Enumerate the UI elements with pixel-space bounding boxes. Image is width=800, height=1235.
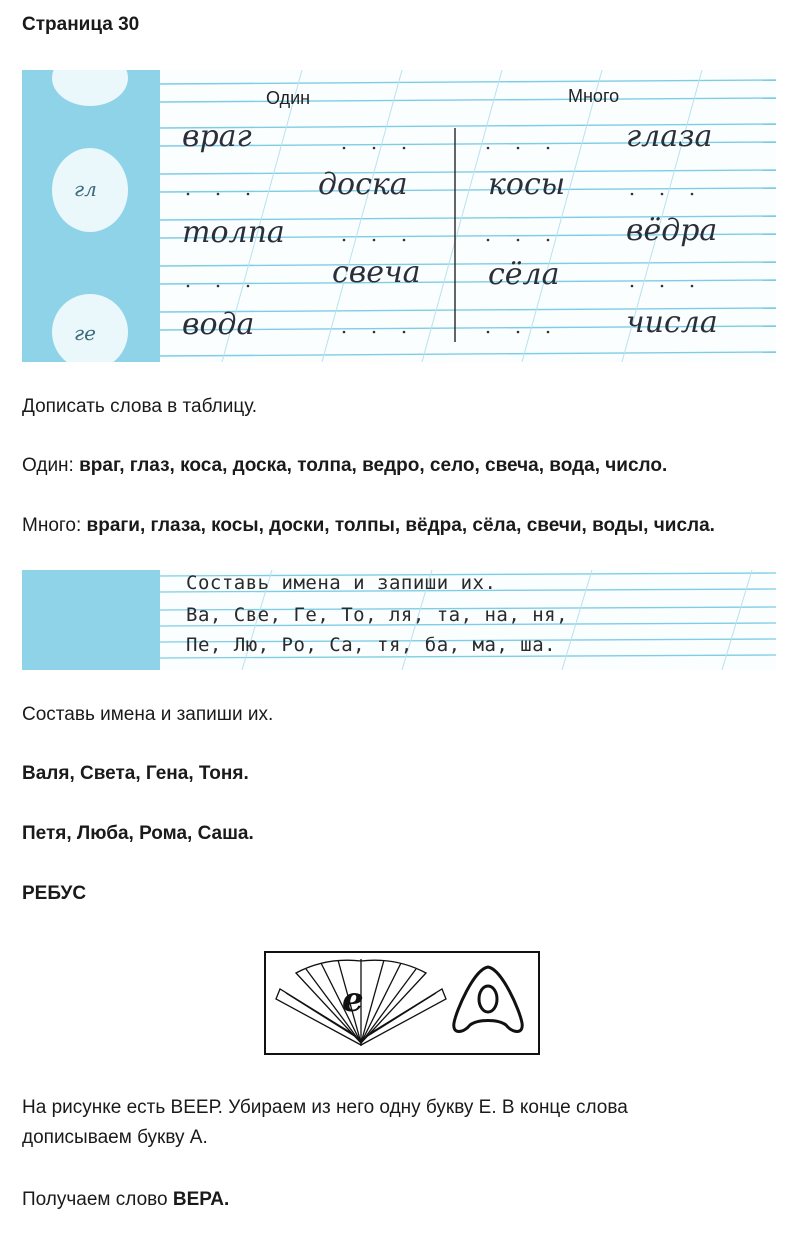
syllables-image [22,570,776,670]
answer-one [22,452,667,480]
handwritten-word: сёла [488,257,560,292]
syllables-task: Составь имена и запиши их. [186,572,497,594]
balloon-shape [52,70,128,106]
answer-many-words: враги, глаза, косы, доски, толпы, вёдра, сёла, свечи, воды, числа. [86,515,715,536]
handwritten-word: враг [182,119,252,154]
column-header-one: Один [266,88,311,108]
handwritten-word: доска [318,167,408,202]
handwritten-word: вёдра [626,213,718,248]
handwritten-word: вода [182,307,255,342]
rebus-title: РЕБУС [22,883,87,904]
result-prefix: Получаем слово [22,1189,168,1210]
answer-one-label: Один: [22,455,74,476]
answer-many [22,512,715,540]
task-instruction: Составь имена и запиши их. [22,704,274,725]
margin-label: ге [74,321,96,345]
rebus-image [264,951,540,1055]
workbook-table-svg [22,70,776,362]
syllables-row: Пе, Лю, Ро, Са, тя, ба, ма, ша. [186,634,557,656]
answer-many-label: Много: [22,515,82,536]
handwritten-word: косы [488,167,566,202]
page-title: Страница 30 [22,14,140,35]
explanation-line: На рисунке есть ВЕЕР. Убираем из него одну букву Е. В конце слова [22,1097,628,1118]
names-answer: Петя, Люба, Рома, Саша. [22,823,254,844]
fan-icon [266,953,538,1053]
result-word: ВЕРА. [172,1189,230,1210]
answer-one-words: враг, глаз, коса, доска, толпа, ведро, село, свеча, вода, число. [79,455,668,476]
result-line [22,1186,229,1214]
handwritten-word: толпа [182,215,285,250]
task-instruction: Дописать слова в таблицу. [22,396,258,417]
handwritten-word: числа [626,305,718,340]
workbook-table-image [22,70,776,362]
names-answer: Валя, Света, Гена, Тоня. [22,763,249,784]
margin-label: гл [74,177,97,201]
fan-letter: е [342,980,364,1020]
column-header-many: Много [568,86,620,106]
syllables-row: Ва, Све, Ге, То, ля, та, на, ня, [186,604,569,626]
handwritten-word: глаза [626,119,713,154]
handwritten-word: свеча [332,255,421,290]
explanation-line: дописываем букву А. [22,1127,208,1148]
letter-a-icon [454,967,522,1032]
